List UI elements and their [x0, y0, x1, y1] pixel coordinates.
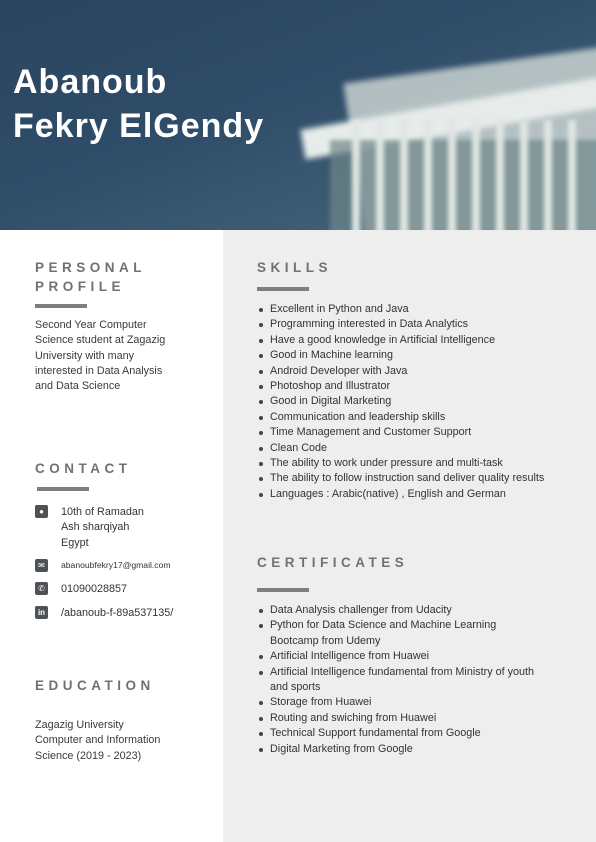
list-item: Digital Marketing from Google: [257, 742, 557, 757]
profile-heading: [35, 258, 146, 296]
education-line: Zagazig University: [35, 719, 124, 731]
address-line: Ash sharqiyah: [61, 521, 130, 534]
list-item: Excellent in Python and Java: [257, 302, 557, 317]
list-item: Clean Code: [257, 441, 557, 456]
location-pin-icon: ●: [35, 505, 48, 518]
list-item: Good in Digital Marketing: [257, 394, 557, 409]
skills-heading-bar: [257, 287, 309, 291]
phone-icon: ✆: [35, 582, 48, 595]
list-item: The ability to follow instruction sand deliver quality results: [257, 471, 545, 486]
list-item: Technical Support fundamental from Google: [257, 726, 557, 741]
list-item: Have a good knowledge in Artificial Intelligence: [257, 333, 557, 348]
list-item: Programming interested in Data Analytics: [257, 317, 557, 332]
list-item: Good in Machine learning: [257, 348, 557, 363]
contact-heading: CONTACT: [35, 461, 132, 476]
list-item: Photoshop and Illustrator: [257, 379, 557, 394]
list-item: Artificial Intelligence from Huawei: [257, 649, 557, 664]
skills-list: [257, 302, 557, 502]
certificates-list: [257, 603, 557, 757]
profile-line: Science student at Zagazig: [35, 334, 166, 347]
list-item: Android Developer with Java: [257, 364, 557, 379]
list-item: Data Analysis challenger from Udacity: [257, 603, 557, 618]
phone-link[interactable]: 01090028857: [61, 583, 128, 595]
linkedin-icon: in: [35, 606, 48, 619]
skills-heading: SKILLS: [257, 260, 333, 275]
candidate-name: [13, 60, 264, 148]
certificates-heading: CERTIFICATES: [257, 555, 409, 570]
education-text: [35, 718, 220, 764]
linkedin-link[interactable]: /abanoub-f-89a537135/: [61, 607, 174, 619]
list-item: Artificial Intelligence fundamental from Ministry of youth and sports: [257, 665, 555, 696]
profile-line: University with many: [35, 349, 134, 362]
email-link[interactable]: abanoubfekry17@gmail.com: [61, 560, 171, 570]
list-item: Languages : Arabic(native) , English and German: [257, 487, 557, 502]
education-line: Computer and Information: [35, 734, 161, 747]
address-text: [61, 505, 144, 551]
list-item: Communication and leadership skills: [257, 410, 557, 425]
education-heading: EDUCATION: [35, 678, 155, 693]
profile-line: interested in Data Analysis: [35, 364, 163, 377]
envelope-icon: ✉: [35, 559, 48, 572]
contact-heading-bar: [37, 487, 89, 491]
profile-heading-line-1: PERSONAL: [35, 260, 147, 275]
certificates-heading-bar: [257, 588, 309, 592]
contact-address: [35, 505, 144, 551]
contact-linkedin[interactable]: [35, 606, 173, 621]
profile-line: Second Year Computer: [35, 319, 147, 331]
list-item: The ability to work under pressure and multi-task: [257, 456, 557, 471]
list-item: Routing and swiching from Huawei: [257, 711, 557, 726]
profile-heading-line-2: PROFILE: [35, 279, 126, 294]
name-line-1: Abanoub: [13, 63, 168, 101]
address-line: Egypt: [61, 536, 89, 549]
list-item: Python for Data Science and Machine Learning Bootcamp from Udemy: [257, 618, 535, 649]
profile-heading-bar: [35, 304, 87, 308]
education-line: Science (2019 - 2023): [35, 749, 142, 762]
list-item: Storage from Huawei: [257, 695, 557, 710]
header-banner: [0, 0, 596, 230]
name-line-2: Fekry ElGendy: [13, 107, 265, 145]
list-item: Time Management and Customer Support: [257, 425, 557, 440]
contact-email[interactable]: [35, 559, 171, 572]
building-image-slats: [352, 120, 596, 230]
contact-phone[interactable]: [35, 582, 127, 597]
profile-line: and Data Science: [35, 380, 121, 393]
profile-text: [35, 318, 215, 394]
address-line: 10th of Ramadan: [61, 506, 144, 518]
